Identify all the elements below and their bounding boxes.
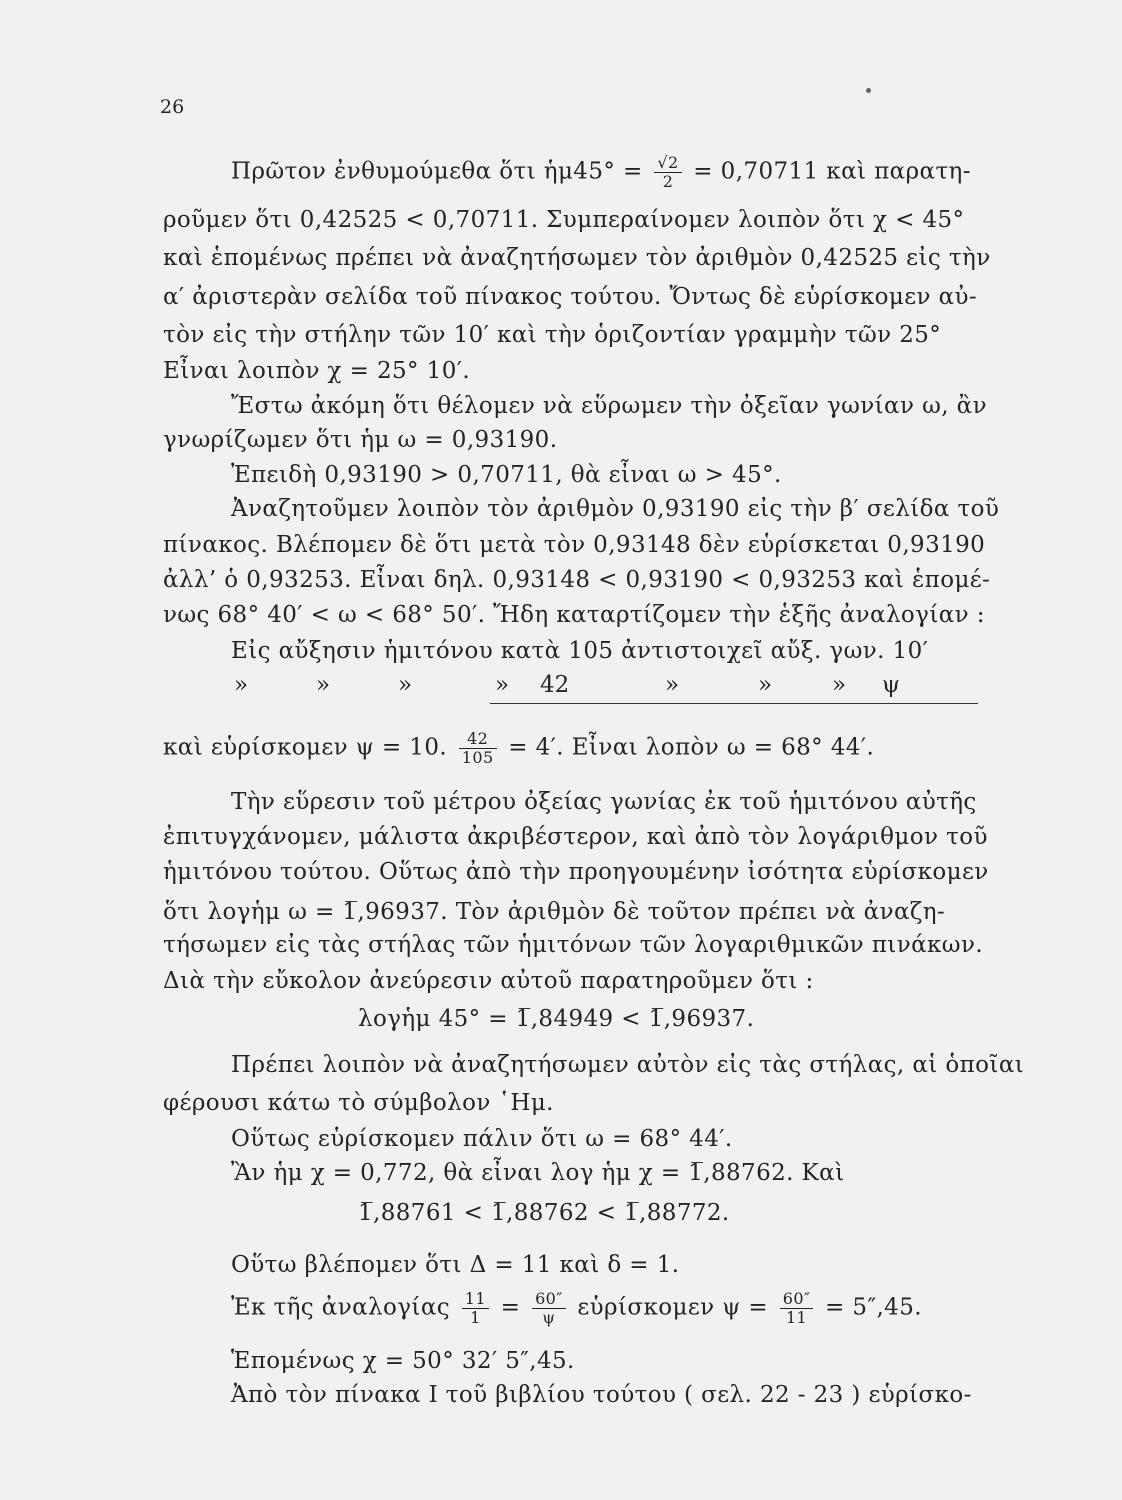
text-line: Ἀπὸ τὸν πίνακα I τοῦ βιβλίου τούτου ( σελ. 22 - 23 ) εὑρίσκο-: [231, 1382, 972, 1408]
ditto-mark: »: [316, 672, 331, 698]
fraction-42-over-105: [459, 730, 497, 767]
text-segment: = 0,70711 καὶ παρατη-: [693, 158, 971, 185]
text-line: καὶ ἑπομένως πρέπει νὰ ἀναζητήσωμεν τὸν ἀριθμὸν 0,42525 εἰς τὴν: [163, 245, 991, 271]
fraction-sqrt2-over-2: [654, 154, 681, 191]
text-line: νως 68° 40′ < ω < 68° 50′. Ἤδη καταρτίζομεν τὴν ἑξῆς ἀναλογίαν :: [163, 602, 985, 628]
text-line: ὅτι λογἡμ ω = 1̅,96937. Τὸν ἀριθμὸν δὲ τοῦτον πρέπει νὰ ἀναζη-: [163, 899, 946, 925]
page-number: 26: [160, 96, 185, 118]
text-line: Οὕτως εὑρίσκομεν πάλιν ὅτι ω = 68° 44′.: [231, 1126, 733, 1152]
fraction-60-over-11: [780, 1290, 814, 1327]
text-line: [231, 154, 971, 191]
text-line: Ἐπειδὴ 0,93190 > 0,70711, θὰ εἶναι ω > 45°.: [231, 462, 782, 488]
text-line: ἀλλ’ ὁ 0,93253. Εἶναι δηλ. 0,93148 < 0,93190 < 0,93253 καὶ ἑπομέ-: [163, 567, 991, 593]
text-line: ἐπιτυγχάνομεν, μάλιστα ἀκριβέστερον, καὶ ἀπὸ τὸν λογάριθμον τοῦ: [163, 824, 988, 850]
fraction-denominator: 2: [662, 172, 674, 191]
fraction-denominator: 11: [785, 1308, 808, 1327]
text-line: Οὕτω βλέπομεν ὅτι Δ = 11 καὶ δ = 1.: [231, 1252, 680, 1278]
ditto-mark: »: [234, 672, 249, 698]
text-line: Ἀναζητοῦμεν λοιπὸν τὸν ἀριθμὸν 0,93190 εἰς τὴν β′ σελίδα τοῦ: [231, 496, 1000, 522]
fraction-denominator: ψ: [542, 1308, 556, 1327]
ditto-mark: »: [832, 672, 847, 698]
text-line: φέρουσι κάτω τὸ σύμβολον ῾Ημ.: [163, 1090, 554, 1116]
text-line: [231, 1290, 922, 1327]
fraction-numerator: 60″: [780, 1290, 814, 1309]
proportion-variable: ψ: [882, 672, 901, 698]
text-segment: εὑρίσκομεν ψ =: [577, 1294, 769, 1321]
text-line: τήσωμεν εἰς τὰς στήλας τῶν ἡμιτόνων τῶν λογαριθμικῶν πινάκων.: [163, 932, 984, 958]
text-segment: Πρῶτον ἐνθυμούμεθα ὅτι ἡμ45° =: [231, 158, 643, 185]
text-line: α′ ἀριστερὰν σελίδα τοῦ πίνακος τούτου. Ὄντως δὲ εὑρίσκομεν αὐ-: [163, 284, 978, 310]
text-line: τὸν εἰς τὴν στήλην τῶν 10′ καὶ τὴν ὁριζοντίαν γραμμὴν τῶν 25°: [163, 322, 942, 348]
ditto-mark: »: [495, 672, 510, 698]
fraction-denominator: 1: [470, 1308, 481, 1327]
fraction-11-over-1: [462, 1290, 489, 1327]
text-segment: καὶ εὑρίσκομεν ψ = 10.: [163, 734, 448, 761]
text-line: 1̅,88761 < 1̅,88762 < 1̅,88772.: [358, 1200, 730, 1226]
fraction-60-over-psi: [532, 1290, 566, 1327]
text-line: Διὰ τὴν εὔκολον ἀνεύρεσιν αὐτοῦ παρατηροῦμεν ὅτι :: [163, 968, 814, 994]
ditto-mark: »: [665, 672, 680, 698]
fraction-denominator: 105: [461, 748, 494, 767]
text-line: Ἂν ἡμ χ = 0,772, θὰ εἶναι λογ ἡμ χ = 1̅,88762. Καὶ: [231, 1160, 845, 1186]
text-line: [163, 730, 874, 767]
ditto-mark: »: [758, 672, 773, 698]
text-line: Εἶναι λοιπὸν χ = 25° 10′.: [163, 358, 471, 384]
text-line: ἡμιτόνου τούτου. Οὕτως ἀπὸ τὴν προηγουμένην ἰσότητα εὑρίσκομεν: [163, 859, 989, 885]
text-line: λογἡμ 45° = 1̅,84949 < 1̅,96937.: [358, 1006, 755, 1032]
text-line: πίνακος. Βλέπομεν δὲ ὅτι μετὰ τὸν 0,93148 δὲν εὑρίσκεται 0,93190: [163, 532, 986, 558]
text-segment: =: [500, 1294, 521, 1321]
speck-mark: [866, 88, 871, 93]
ditto-mark: »: [398, 672, 413, 698]
proportion-value: 42: [540, 672, 570, 698]
text-line: ροῦμεν ὅτι 0,42525 < 0,70711. Συμπεραίνομεν λοιπὸν ὅτι χ < 45°: [163, 207, 965, 233]
text-segment: Ἐκ τῆς ἀναλογίας: [231, 1294, 451, 1321]
text-line: Εἰς αὔξησιν ἡμιτόνου κατὰ 105 ἀντιστοιχεῖ αὔξ. γων. 10′: [231, 638, 929, 664]
fraction-numerator: 60″: [532, 1290, 566, 1309]
text-line: Ἔστω ἀκόμη ὅτι θέλομεν νὰ εὕρωμεν τὴν ὀξεῖαν γωνίαν ω, ἂν: [231, 393, 987, 419]
text-line: Ἑπομένως χ = 50° 32′ 5″,45.: [231, 1348, 575, 1374]
text-segment: = 5″,45.: [825, 1294, 922, 1321]
text-line: Πρέπει λοιπὸν νὰ ἀναζητήσωμεν αὐτὸν εἰς τὰς στήλας, αἱ ὁποῖαι: [231, 1052, 1025, 1078]
fraction-numerator: 42: [459, 730, 497, 749]
fraction-numerator: 11: [462, 1290, 489, 1309]
proportion-row: [0, 672, 1122, 702]
text-line: Τὴν εὕρεσιν τοῦ μέτρου ὀξείας γωνίας ἐκ τοῦ ἡμιτόνου αὐτῆς: [231, 789, 977, 815]
fraction-numerator: √2: [654, 154, 681, 173]
text-segment: = 4′. Εἶναι λοπὸν ω = 68° 44′.: [508, 734, 875, 761]
text-line: γνωρίζωμεν ὅτι ἡμ ω = 0,93190.: [163, 427, 558, 453]
proportion-rule: [490, 703, 978, 704]
